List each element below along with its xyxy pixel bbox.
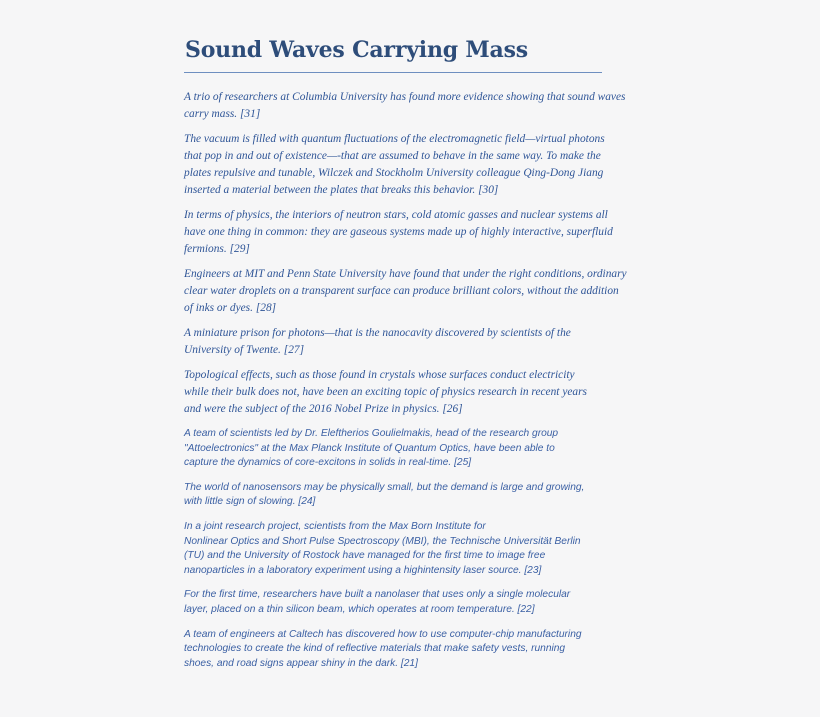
document-body <box>184 36 644 681</box>
paragraph-30: The vacuum is filled with quantum fluctuations of the electromagnetic field—virtual photons that pop in and out of existence—-that are assumed to behave in the same way. To make the plates repulsive and tunable, Wilczek and Stockholm University colleague Qing-Dong Jiang inserted a material between the plates that breaks this behavior. [30] <box>184 133 605 196</box>
paragraph-23: In a joint research project, scientists from the Max Born Institute for Nonlinear Optics and Short Pulse Spectroscopy (MBI), the Technische Universität Berlin (TU) and the University of Rostock have managed for the first time to image free nanoparticles in a laboratory experiment using a highintensity laser source. [23] <box>184 520 581 576</box>
paragraph-31: A trio of researchers at Columbia University has found more evidence showing that sound waves carry mass. [31] <box>184 91 626 120</box>
paragraph-29: In terms of physics, the interiors of neutron stars, cold atomic gasses and nuclear systems all have one thing in common: they are gaseous systems made up of highly interactive, superfluid fermions. [29] <box>184 209 613 255</box>
paragraph-26: Topological effects, such as those found in crystals whose surfaces conduct electricity while their bulk does not, have been an exciting topic of physics research in recent years and were the subject of the 2016 Nobel Prize in physics. [26] <box>184 369 587 415</box>
page-title: Sound Waves Carrying Mass <box>185 37 528 63</box>
paragraph-25: A team of scientists led by Dr. Eleftherios Goulielmakis, head of the research group "Attoelectronics" at the Max Planck Institute of Quantum Optics, have been able to capture the dynamics of core-excitons in solids in real-time. [25] <box>184 428 559 469</box>
paragraph-28: Engineers at MIT and Penn State University have found that under the right conditions, ordinary clear water droplets on a transparent surface can produce brilliant colors, without the addition of inks or dyes. [28] <box>184 268 627 314</box>
paragraph-27: A miniature prison for photons—that is the nanocavity discovered by scientists of the University of Twente. [27] <box>184 327 571 356</box>
title-divider <box>184 72 602 73</box>
paragraph-21: A team of engineers at Caltech has discovered how to use computer-chip manufacturing technologies to create the kind of reflective materials that make safety vests, running shoes, and road signs appear shiny in the dark. [21] <box>184 628 582 669</box>
paragraph-22: For the first time, researchers have built a nanolaser that uses only a single molecular layer, placed on a thin silicon beam, which operates at room temperature. [22] <box>184 589 571 615</box>
paragraph-24: The world of nanosensors may be physically small, but the demand is large and growing, with little sign of slowing. [24] <box>184 481 585 508</box>
